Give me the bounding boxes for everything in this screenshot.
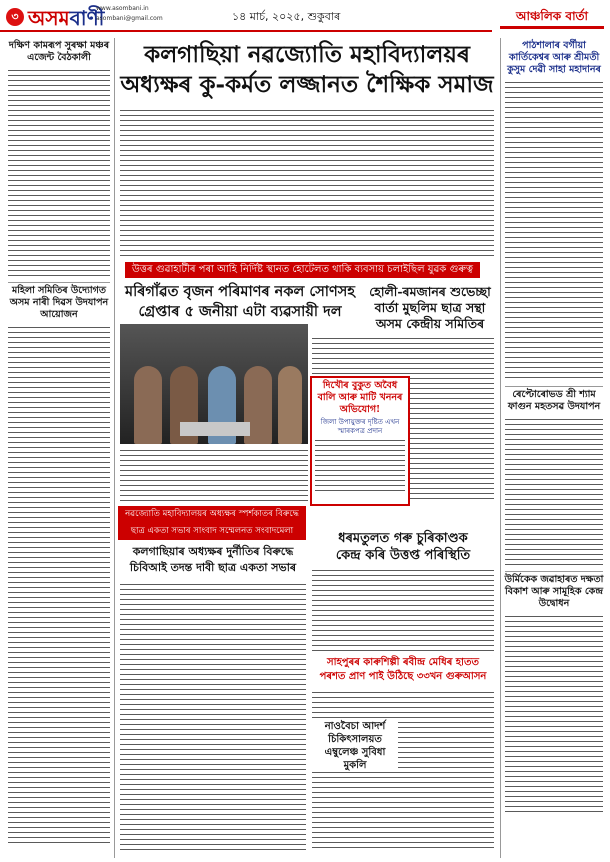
holi-headline-line1: হোলী-ৰমজানৰ শুভেচ্ছা xyxy=(369,284,491,299)
artist-headline-line2: পৰশত প্ৰাণ পাই উঠিছে ৩৩খন গুৰুআসন xyxy=(319,671,487,682)
demand-headline-line2: চিবিআই তদন্ত দাবী ছাত্ৰ একতা সভাৰ xyxy=(129,561,297,574)
photo-person xyxy=(134,366,162,444)
holi-headline-line3: অসম কেন্দ্ৰীয় সমিতিৰ xyxy=(375,316,485,331)
demand-headline-line1: কলগাছিয়াৰ অধ্যক্ষৰ দুৰ্নীতিৰ বিৰুদ্ধে xyxy=(132,545,294,558)
banner2-line1: নৱজ্যোতি মহাবিদ্যালয়ৰ অধ্যক্ষৰ স্পৰ্শকাতৰ বিৰুদ্ধে xyxy=(125,509,299,519)
contact-info xyxy=(96,4,163,24)
right-story3-body xyxy=(505,614,603,814)
hospital-headline-line1: নাওবৈচা আদৰ্শ xyxy=(324,721,386,732)
left-divider xyxy=(8,282,110,283)
right-story2-body xyxy=(505,417,603,567)
left-story2-title: মহিলা সমিতিৰ উদ্যোগত অসম নাৰী দিৱস উদযাপন আয়োজন xyxy=(9,285,109,320)
gold-headline-line1: মৰিগাঁৱত বৃজন পৰিমাণৰ নকল সোণসহ xyxy=(125,283,355,300)
hospital-story-headline xyxy=(312,720,398,772)
holi-story-headline xyxy=(366,284,494,332)
sand-mining-body xyxy=(315,438,405,494)
arrested-suspects-photo xyxy=(120,324,308,444)
photo-person xyxy=(278,366,302,444)
right-divider xyxy=(505,386,603,387)
sand-mining-box xyxy=(310,376,410,506)
cattle-story-body xyxy=(312,568,494,652)
left-story1-body xyxy=(8,68,110,276)
hospital-headline-line2: চিকিৎসালয়ত xyxy=(328,734,382,745)
page-number: ৩ xyxy=(6,8,24,26)
artist-story-headline xyxy=(312,656,494,684)
lead-story-body xyxy=(120,108,494,258)
lead-headline-line2: অধ্যক্ষৰ কু-কৰ্মত লজ্জানত শৈক্ষিক সমাজ xyxy=(120,71,494,98)
right-story1-title: পাঠশালাৰ বৰ্গীয়া কাৰ্তিকেশ্বৰ আৰু শ্ৰীমতী কুসুম দেৱী সাহা মহাদানৰ xyxy=(507,40,601,75)
right-column xyxy=(500,38,607,858)
cattle-headline-line1: ধৰমতুলত গৰু চুৰিকাণ্ডক xyxy=(338,531,468,546)
gold-story-body xyxy=(120,448,308,502)
hospital-headline-line3: এম্বুলেঞ্চ সুবিধা মুকলি xyxy=(324,747,386,771)
sand-mining-headline: দিখৌৰ বুকুত অবৈধ বালি আৰু মাটি খননৰ অভিযোগ! xyxy=(317,380,403,415)
right-story2-title: ৰেপ্টোৰোভড শ্ৰী শ্যাম ফাগুন মহতসৱ উদযাপন xyxy=(507,389,601,412)
lead-headline-line1: কলগাছিয়া নৱজ্যোতি মহাবিদ্যালয়ৰ xyxy=(144,41,470,68)
demand-story-banner xyxy=(118,506,306,540)
seized-items-table xyxy=(180,422,250,436)
left-story2-body xyxy=(8,325,110,845)
sand-mining-subhead: জিলা উপায়ুক্তৰ দৃষ্টিত এখন স্মাৰকপত্ৰ প্ৰদান xyxy=(320,418,400,435)
right-story3-title: উৰ্মিকেক জৱাহাৰত দক্ষতা বিকাশ আৰু সামূহিক কেন্দ্ৰ উদ্বোধন xyxy=(504,574,604,609)
gold-headline-line2: গ্ৰেপ্তাৰ ৫ জনীয়া এটা ব্যৱসায়ী দল xyxy=(138,303,342,320)
date-line: ১৪ মাৰ্চ, ২০২৫, শুকুবাৰ xyxy=(232,10,341,23)
holi-headline-line2: বাৰ্তা মুছলিম ছাত্ৰ সন্থা xyxy=(374,300,486,315)
right-story1-body xyxy=(505,80,603,382)
left-column xyxy=(4,38,115,858)
left-story1-title: দক্ষিণ কামৰূপ সুৰক্ষা মঞ্চৰ এজেন্ট বৈঠকালী xyxy=(8,40,110,63)
right-divider xyxy=(505,571,603,572)
demand-story-body xyxy=(120,582,306,852)
website-text: www.asombani.in xyxy=(96,5,149,12)
cattle-story-headline xyxy=(312,530,494,564)
email-text: asombani@gmail.com xyxy=(96,15,163,22)
gold-story-headline xyxy=(120,282,360,322)
banner2-line2: ছাত্ৰ একতা সভাৰ সাংবাদ সম্মেলনত সংবাদমেলা xyxy=(130,526,294,536)
lead-headline xyxy=(118,40,496,100)
cattle-headline-line2: কেন্দ্ৰ কৰি উত্তপ্ত পৰিস্থিতি xyxy=(335,548,471,563)
newspaper-logo: অসমবাণী xyxy=(28,6,105,30)
masthead-bar xyxy=(0,0,610,40)
demand-story-headline xyxy=(118,544,308,576)
header-divider xyxy=(0,30,492,32)
gold-story-banner: উত্তৰ গুৱাহাটীৰ পৰা আহি নিৰ্দিষ্ট স্থানত হোটেলত থাকি ব্যবসায় চলাইছিল যুৱক গুৰুত্ব xyxy=(125,262,480,278)
artist-headline-line1: সাহপুৰৰ কাৰুশিল্পী ৰবীন্দ্ৰ মেধিৰ হাতত xyxy=(327,657,479,668)
section-tag: আঞ্চলিক বাৰ্তা xyxy=(500,6,604,29)
